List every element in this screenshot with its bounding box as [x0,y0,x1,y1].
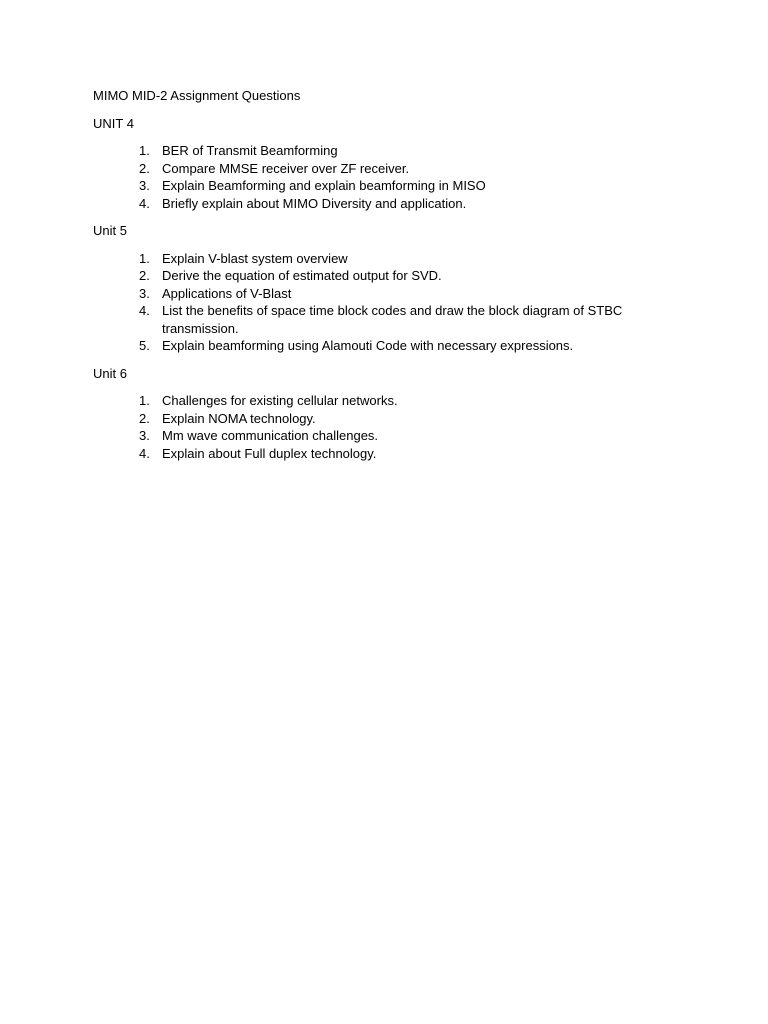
list-item [93,427,673,445]
list-item [93,177,673,195]
list-item-number: 1. [139,393,150,408]
list-item-text: Explain V-blast system overview [162,250,348,266]
list-item-text: Derive the equation of estimated output for SVD. [162,268,442,283]
list-item-text: Explain NOMA technology. [162,410,316,426]
list-item-number: 2. [139,410,150,426]
list-item-number: 2. [139,160,150,176]
list-item-text: BER of Transmit Beamforming [162,143,338,158]
question-list-unit-4 [93,142,673,212]
list-item [93,285,673,303]
list-item-text: Explain Beamforming and explain beamforming in MISO [162,178,486,193]
list-item-number: 3. [139,178,150,193]
list-item [93,445,673,463]
list-item [93,337,673,355]
list-item [93,410,673,428]
document-body [93,87,673,472]
list-item-number: 1. [139,143,150,158]
list-item-number: 3. [139,428,150,443]
list-item-number: 2. [139,268,150,283]
list-item-text: List the benefits of space time block codes and draw the block diagram of STBC transmission. [162,303,623,336]
list-item-number: 1. [139,250,150,266]
question-list-unit-6 [93,392,673,462]
list-item-text: Compare MMSE receiver over ZF receiver. [162,160,410,176]
list-item [93,267,673,285]
list-item-text: Challenges for existing cellular networks. [162,393,398,408]
list-item-number: 4. [139,445,150,461]
list-item-text: Mm wave communication challenges. [162,428,379,443]
list-item [93,142,673,160]
document-title: MIMO MID-2 Assignment Questions [93,88,301,103]
section-heading-unit-5: Unit 5 [93,223,127,238]
question-list-unit-5 [93,250,673,355]
list-item [93,392,673,410]
list-item-text: Applications of V-Blast [162,285,292,301]
list-item [93,302,673,337]
list-item [93,160,673,178]
list-item-number: 3. [139,285,150,301]
list-item-text: Briefly explain about MIMO Diversity and application. [162,195,467,211]
list-item-text: Explain about Full duplex technology. [162,445,377,461]
list-item-number: 4. [139,303,150,318]
list-item [93,195,673,213]
section-heading-unit-4: UNIT 4 [93,115,134,131]
list-item-text: Explain beamforming using Alamouti Code with necessary expressions. [162,338,574,353]
list-item-number: 5. [139,338,150,353]
section-heading-unit-6: Unit 6 [93,365,127,381]
list-item [93,250,673,268]
list-item-number: 4. [139,195,150,211]
